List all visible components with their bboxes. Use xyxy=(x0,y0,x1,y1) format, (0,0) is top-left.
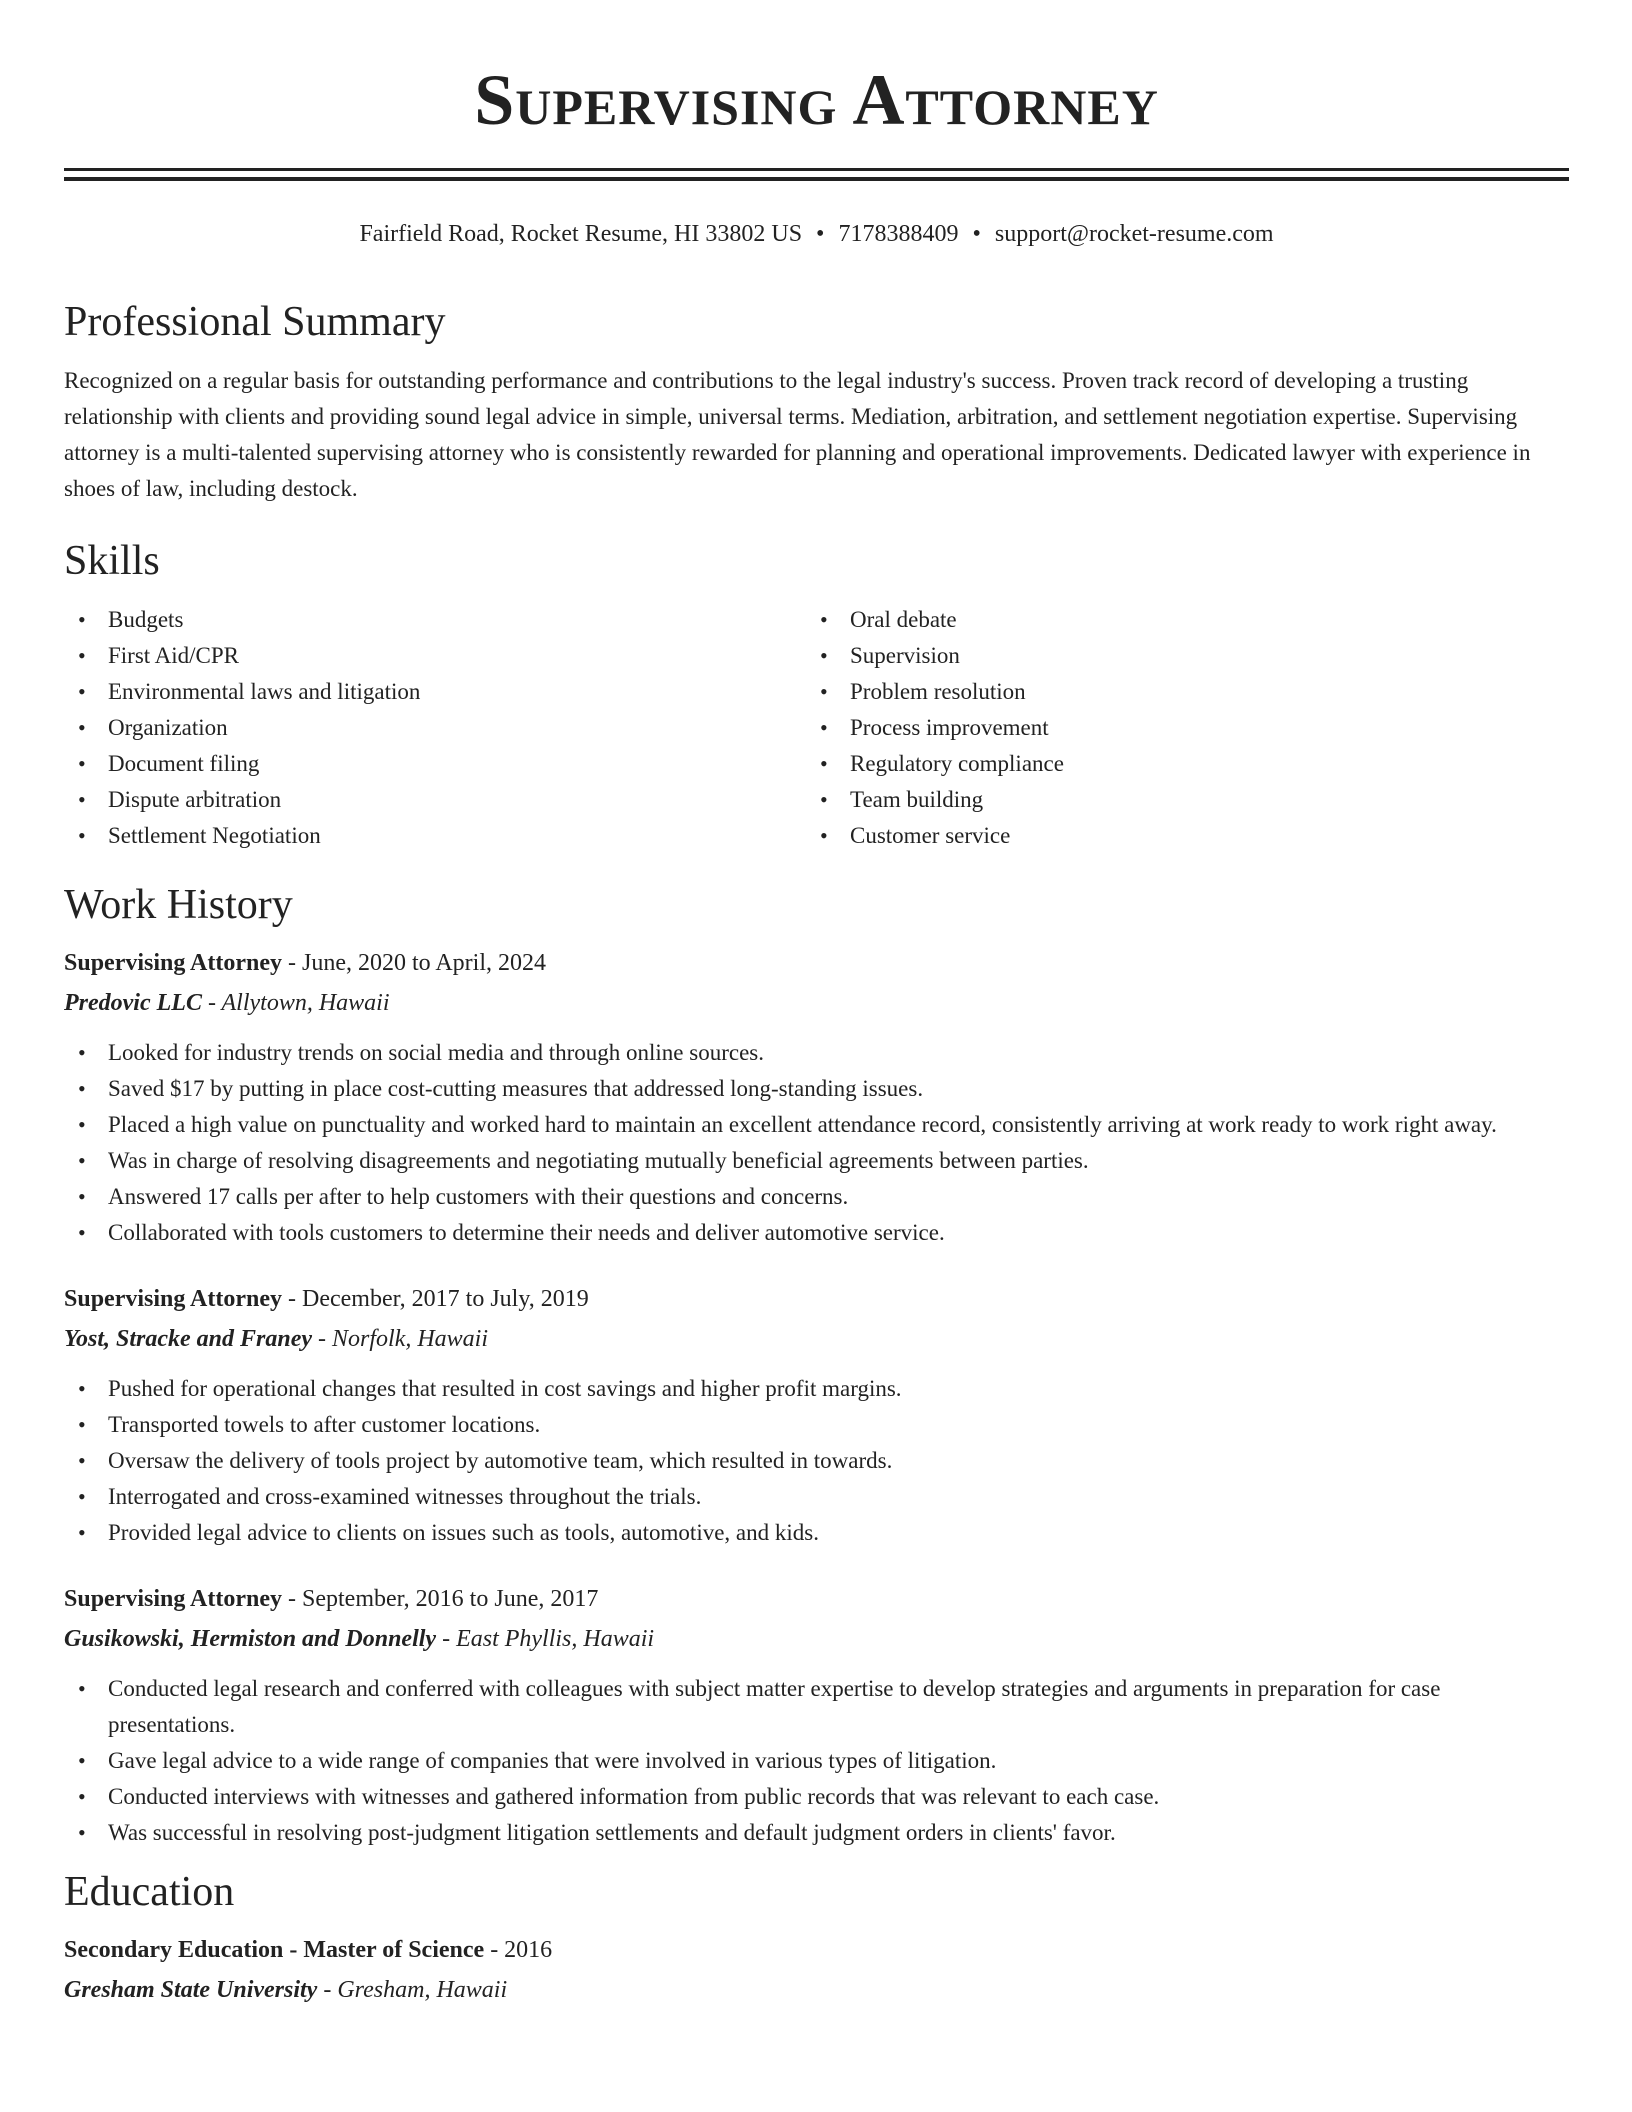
company-name: Yost, Stracke and Franey xyxy=(64,1326,313,1352)
company-name: Gusikowski, Hermiston and Donnelly xyxy=(64,1626,437,1652)
job-entry xyxy=(64,943,1569,1251)
job-bullet: • Provided legal advice to clients on issues such as tools, automotive, and kids. xyxy=(64,1515,1569,1551)
title-rule-thin xyxy=(64,177,1569,181)
summary-text: Recognized on a regular basis for outstanding performance and contributions to the legal industry's success. Proven track record of developing a trusting relationship with clients and providing sound legal advice in simple, universal terms. Mediation, arbitration, and settlement negotiation expertise. Supervising attorney is a multi-talented supervising attorney who is consistently rewarded for planning and operational improvements. Dedicated lawyer with experience in shoes of law, including destock. xyxy=(64,368,1531,501)
skill-item: • Dispute arbitration xyxy=(64,782,806,818)
contact-email[interactable]: support@rocket-resume.com xyxy=(994,221,1274,247)
skill-item: • Oral debate xyxy=(806,602,1548,638)
work-history-heading: Work History xyxy=(64,882,293,928)
job-dates: - June, 2020 to April, 2024 xyxy=(282,950,547,976)
job-bullet: • Conducted interviews with witnesses and gathered information from public records that was relevant to each case. xyxy=(64,1779,1569,1815)
company-line xyxy=(64,983,1569,1023)
skill-item: • Budgets xyxy=(64,602,806,638)
skills-list xyxy=(64,602,1569,854)
education-school: Gresham State University xyxy=(64,1977,318,2003)
resume-page xyxy=(64,0,1569,2010)
education-degree-line xyxy=(64,1930,1569,1970)
skill-item: • Environmental laws and litigation xyxy=(64,674,806,710)
contact-address: Fairfield Road, Rocket Resume, HI 33802 US xyxy=(359,221,803,247)
skill-item: • Regulatory compliance xyxy=(806,746,1548,782)
job-bullet: • Collaborated with tools customers to determine their needs and deliver automotive service. xyxy=(64,1215,1569,1251)
contact-separator: • xyxy=(972,221,981,247)
contact-phone: 7178388409 xyxy=(838,221,959,247)
skill-item: • Team building xyxy=(806,782,1548,818)
job-bullets xyxy=(64,1371,1569,1551)
contact-line xyxy=(64,219,1569,249)
skill-item: • Organization xyxy=(64,710,806,746)
job-title: Supervising Attorney xyxy=(64,950,283,976)
company-location: - East Phyllis, Hawaii xyxy=(436,1626,655,1652)
skill-item: • Supervision xyxy=(806,638,1548,674)
job-title-line xyxy=(64,1579,1569,1619)
education-heading: Education xyxy=(64,1869,235,1915)
job-bullet: • Placed a high value on punctuality and worked hard to maintain an excellent attendance record, consistently arriving at work ready to work right away. xyxy=(64,1107,1569,1143)
summary-heading: Professional Summary xyxy=(64,299,446,345)
job-title: Supervising Attorney xyxy=(64,1286,283,1312)
title-rule-thick xyxy=(64,168,1569,171)
company-location: - Allytown, Hawaii xyxy=(201,990,390,1016)
job-bullet: • Pushed for operational changes that resulted in cost savings and higher profit margins. xyxy=(64,1371,1569,1407)
job-bullets xyxy=(64,1035,1569,1251)
contact-separator: • xyxy=(816,221,825,247)
skill-item: • Process improvement xyxy=(806,710,1548,746)
company-name: Predovic LLC xyxy=(64,990,202,1016)
job-title-line xyxy=(64,943,1569,983)
job-bullet: • Was in charge of resolving disagreements and negotiating mutually beneficial agreements between parties. xyxy=(64,1143,1569,1179)
education-degree: Secondary Education - Master of Science xyxy=(64,1937,485,1963)
skill-item: • Document filing xyxy=(64,746,806,782)
job-dates: - September, 2016 to June, 2017 xyxy=(282,1586,599,1612)
job-bullet: • Gave legal advice to a wide range of companies that were involved in various types of litigation. xyxy=(64,1743,1569,1779)
education-year: - 2016 xyxy=(484,1937,553,1963)
skill-item: • Customer service xyxy=(806,818,1548,854)
job-title: Supervising Attorney xyxy=(64,1586,283,1612)
job-bullet: • Oversaw the delivery of tools project by automotive team, which resulted in towards. xyxy=(64,1443,1569,1479)
skill-item: • First Aid/CPR xyxy=(64,638,806,674)
job-bullet: • Transported towels to after customer locations. xyxy=(64,1407,1569,1443)
job-bullet: • Was successful in resolving post-judgment litigation settlements and default judgment orders in clients' favor. xyxy=(64,1815,1569,1851)
education-location: - Gresham, Hawaii xyxy=(317,1977,508,2003)
education-school-line xyxy=(64,1970,1569,2010)
job-entry xyxy=(64,1279,1569,1551)
skills-column-left xyxy=(64,602,806,854)
job-dates: - December, 2017 to July, 2019 xyxy=(282,1286,589,1312)
job-entry xyxy=(64,1579,1569,1851)
job-bullet: • Saved $17 by putting in place cost-cutting measures that addressed long-standing issues. xyxy=(64,1071,1569,1107)
job-bullet: • Interrogated and cross-examined witnesses throughout the trials. xyxy=(64,1479,1569,1515)
company-location: - Norfolk, Hawaii xyxy=(312,1326,489,1352)
job-title-line xyxy=(64,1279,1569,1319)
company-line xyxy=(64,1619,1569,1659)
skills-heading: Skills xyxy=(64,538,160,584)
job-bullet: • Answered 17 calls per after to help customers with their questions and concerns. xyxy=(64,1179,1569,1215)
job-bullet: • Conducted legal research and conferred with colleagues with subject matter expertise to develop strategies and arguments in preparation for case presentations. xyxy=(64,1671,1569,1743)
skill-item: • Settlement Negotiation xyxy=(64,818,806,854)
job-bullet: • Looked for industry trends on social media and through online sources. xyxy=(64,1035,1569,1071)
company-line xyxy=(64,1319,1569,1359)
page-title: Supervising Attorney xyxy=(474,60,1159,140)
skills-column-right xyxy=(806,602,1548,854)
skill-item: • Problem resolution xyxy=(806,674,1548,710)
job-bullets xyxy=(64,1671,1569,1851)
